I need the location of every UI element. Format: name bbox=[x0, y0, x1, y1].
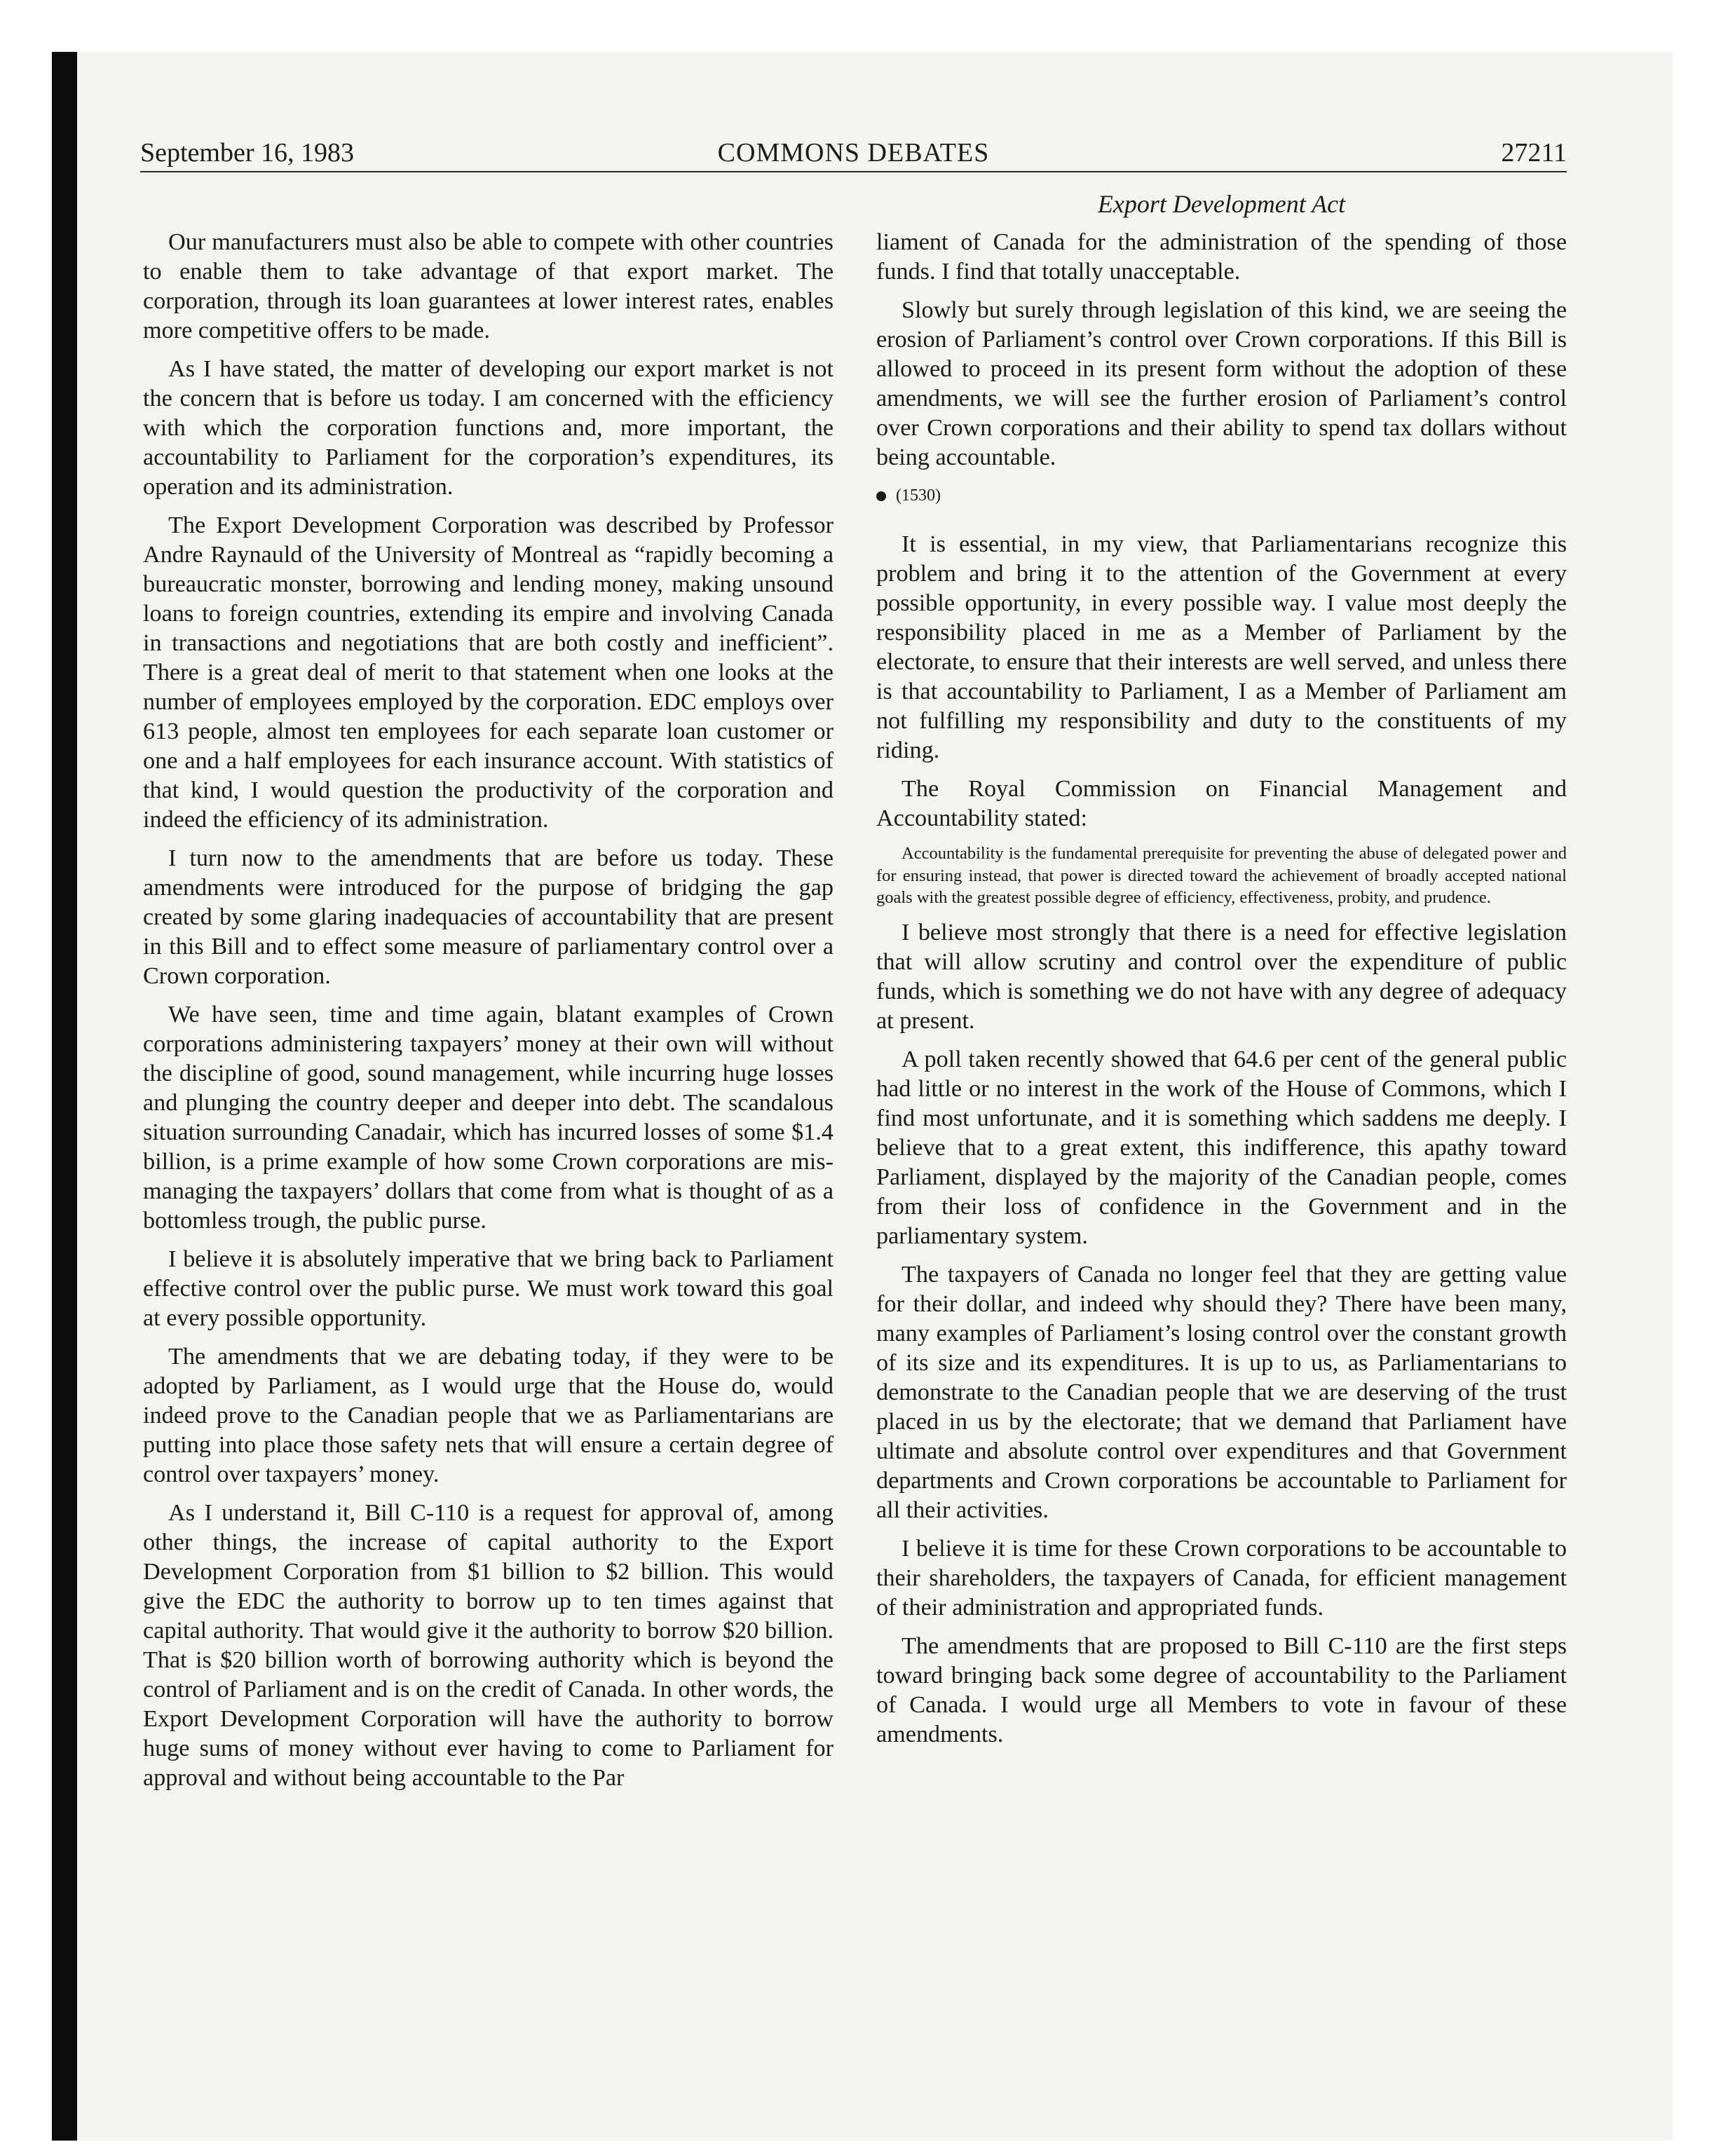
left-column bbox=[143, 228, 834, 1802]
right-column bbox=[876, 228, 1567, 1759]
header-date: September 16, 1983 bbox=[140, 138, 355, 168]
paragraph: I believe most strongly that there is a need for effective legislation that will allow scrutiny and control over the expenditure of public funds, which is something we do not have with any degree of adequacy at present. bbox=[876, 919, 1567, 1034]
time-marker bbox=[876, 485, 1567, 506]
page-header bbox=[140, 137, 1567, 172]
block-quote: Accountability is the fundamental prerequisite for preventing the abuse of delegated power and for ensuring instead, that power is directed toward the achievement of broadly accepted national goals with the greatest possible degree of efficiency, effectiveness, probity, and prudence. bbox=[876, 844, 1567, 907]
header-title: COMMONS DEBATES bbox=[717, 138, 990, 168]
paragraph: I turn now to the amendments that are before us today. These amendments were introduced for the purpose of bridging the gap created by some glaring inadequacies of accountability that are present in this Bill and to effect some measure of parliamentary control over a Crown corporation. bbox=[143, 845, 834, 989]
paragraph: The amendments that are proposed to Bill C-110 are the first steps toward bringing back some degree of accountability to the Parliament of Canada. I would urge all Members to vote in favour of these amendments. bbox=[876, 1632, 1567, 1747]
paragraph: It is essential, in my view, that Parliamentarians recognize this problem and bring it to the attention of the Government at every possible opportunity, in every possible way. I value most deeply the responsibility placed in me as a Member of Parliament by the electorate, to ensure that their interests are well served, and unless there is that accountability to Parliament, I as a Member of Parliament am not fulfilling my responsibility and duty to the constituents of my riding. bbox=[876, 531, 1567, 763]
paragraph: Slowly but surely through legislation of this kind, we are seeing the erosion of Parliament’s control over Crown corporations. If this Bill is allowed to proceed in its present form without the adoption of these amendments, we will see the further erosion of Parliament’s control over Crown corporations and their ability to spend tax dollars without being accountable. bbox=[876, 297, 1567, 470]
paragraph: The amendments that we are debating today, if they were to be adopted by Parliament, as I would urge that the House do, would indeed prove to the Canadian people that we as Parliamentarians are putting into place those safety nets that will ensure a certain degree of control over taxpayers’ money. bbox=[143, 1344, 834, 1487]
paragraph: The taxpayers of Canada no longer feel that they are getting value for their dollar, and indeed why should they? There have been many, many examples of Parliament’s losing control over the constant growth of its size and its expenditures. It is up to us, as Parliamentarians to demonstrate to the Canadian people that we are deserving of the trust placed in us by the electorate; that we demand that Parliament have ultimate and absolute control over expenditures and that Government departments and Crown corporations be accountable to Parliament for all their activities. bbox=[876, 1261, 1567, 1523]
paragraph: The Royal Commission on Financial Management and Accountability stated: bbox=[876, 776, 1567, 831]
paragraph: I believe it is absolutely imperative that we bring back to Parliament effective control over the public purse. We must work toward this goal at every possible opportunity. bbox=[143, 1246, 834, 1331]
paragraph: We have seen, time and time again, blatant examples of Crown corporations administering taxpayers’ money at their own will without the discipline of good, sound management, while incurring huge losses and plunging the country deeper and deeper into debt. The scandalous situation surrounding Canadair, which has incurred losses of some $1.4 billion, is a prime example of how some Crown corporations are mismanaging the taxpayers’ dollars that come from what is thought of as a bottomless trough, the public purse. bbox=[143, 1002, 834, 1234]
scan-black-edge bbox=[52, 52, 77, 2141]
header-page-number: 27211 bbox=[1501, 138, 1567, 168]
paragraph: A poll taken recently showed that 64.6 per cent of the general public had little or no interest in the work of the House of Commons, which I find most unfortunate, and it is something which saddens me deeply. I believe that to a great extent, this indifference, this apathy toward Parliament, displayed by the majority of the Canadian people, comes from their loss of confidence in the Government and in the parliamentary system. bbox=[876, 1046, 1567, 1249]
time-marker-text: (1530) bbox=[896, 486, 941, 505]
paragraph: As I have stated, the matter of developing our export market is not the concern that is before us today. I am concerned with the efficiency with which the corporation functions and, more important, the accountability to Parliament for the corporation’s expenditures, its operation and its administration. bbox=[143, 356, 834, 500]
paragraph: As I understand it, Bill C-110 is a request for approval of, among other things, the increase of capital authority to the Export Development Corporation from $1 billion to $2 billion. This would give the EDC the authority to borrow up to ten times against that capital authority. That would give it the authority to borrow $20 billion. That is $20 billion worth of borrowing authority which is beyond the control of Parliament and is on the credit of Canada. In other words, the Export Development Corporation will have the authority to borrow huge sums of money without ever having to come to Parliament for approval and without being accountable to the Par bbox=[143, 1500, 834, 1791]
paragraph: I believe it is time for these Crown corporations to be accountable to their shareholders, the taxpayers of Canada, for efficient management of their administration and appropriated funds. bbox=[876, 1535, 1567, 1621]
paragraph-continued: liament of Canada for the administration of the spending of those funds. I find that totally unacceptable. bbox=[876, 229, 1567, 285]
bullet-icon bbox=[876, 491, 886, 501]
paragraph: Our manufacturers must also be able to compete with other countries to enable them to take advantage of that export market. The corporation, through its loan guarantees at lower interest rates, enables more competitive offers to be made. bbox=[143, 229, 834, 343]
running-head: Export Development Act bbox=[1097, 190, 1346, 218]
paragraph: The Export Development Corporation was described by Professor Andre Raynauld of the University of Montreal as “rapidly becoming a bureaucratic monster, borrowing and lending money, making unsound loans to foreign countries, extending its empire and involving Canada in transactions and negotiations that are both costly and inefficient”. There is a great deal of merit to that statement when one looks at the number of employees employed by the corporation. EDC employs over 613 people, almost ten employees for each separate loan customer or one and a half employees for each insurance account. With statistics of that kind, I would question the productivity of the corporation and indeed the efficiency of its administration. bbox=[143, 512, 834, 833]
